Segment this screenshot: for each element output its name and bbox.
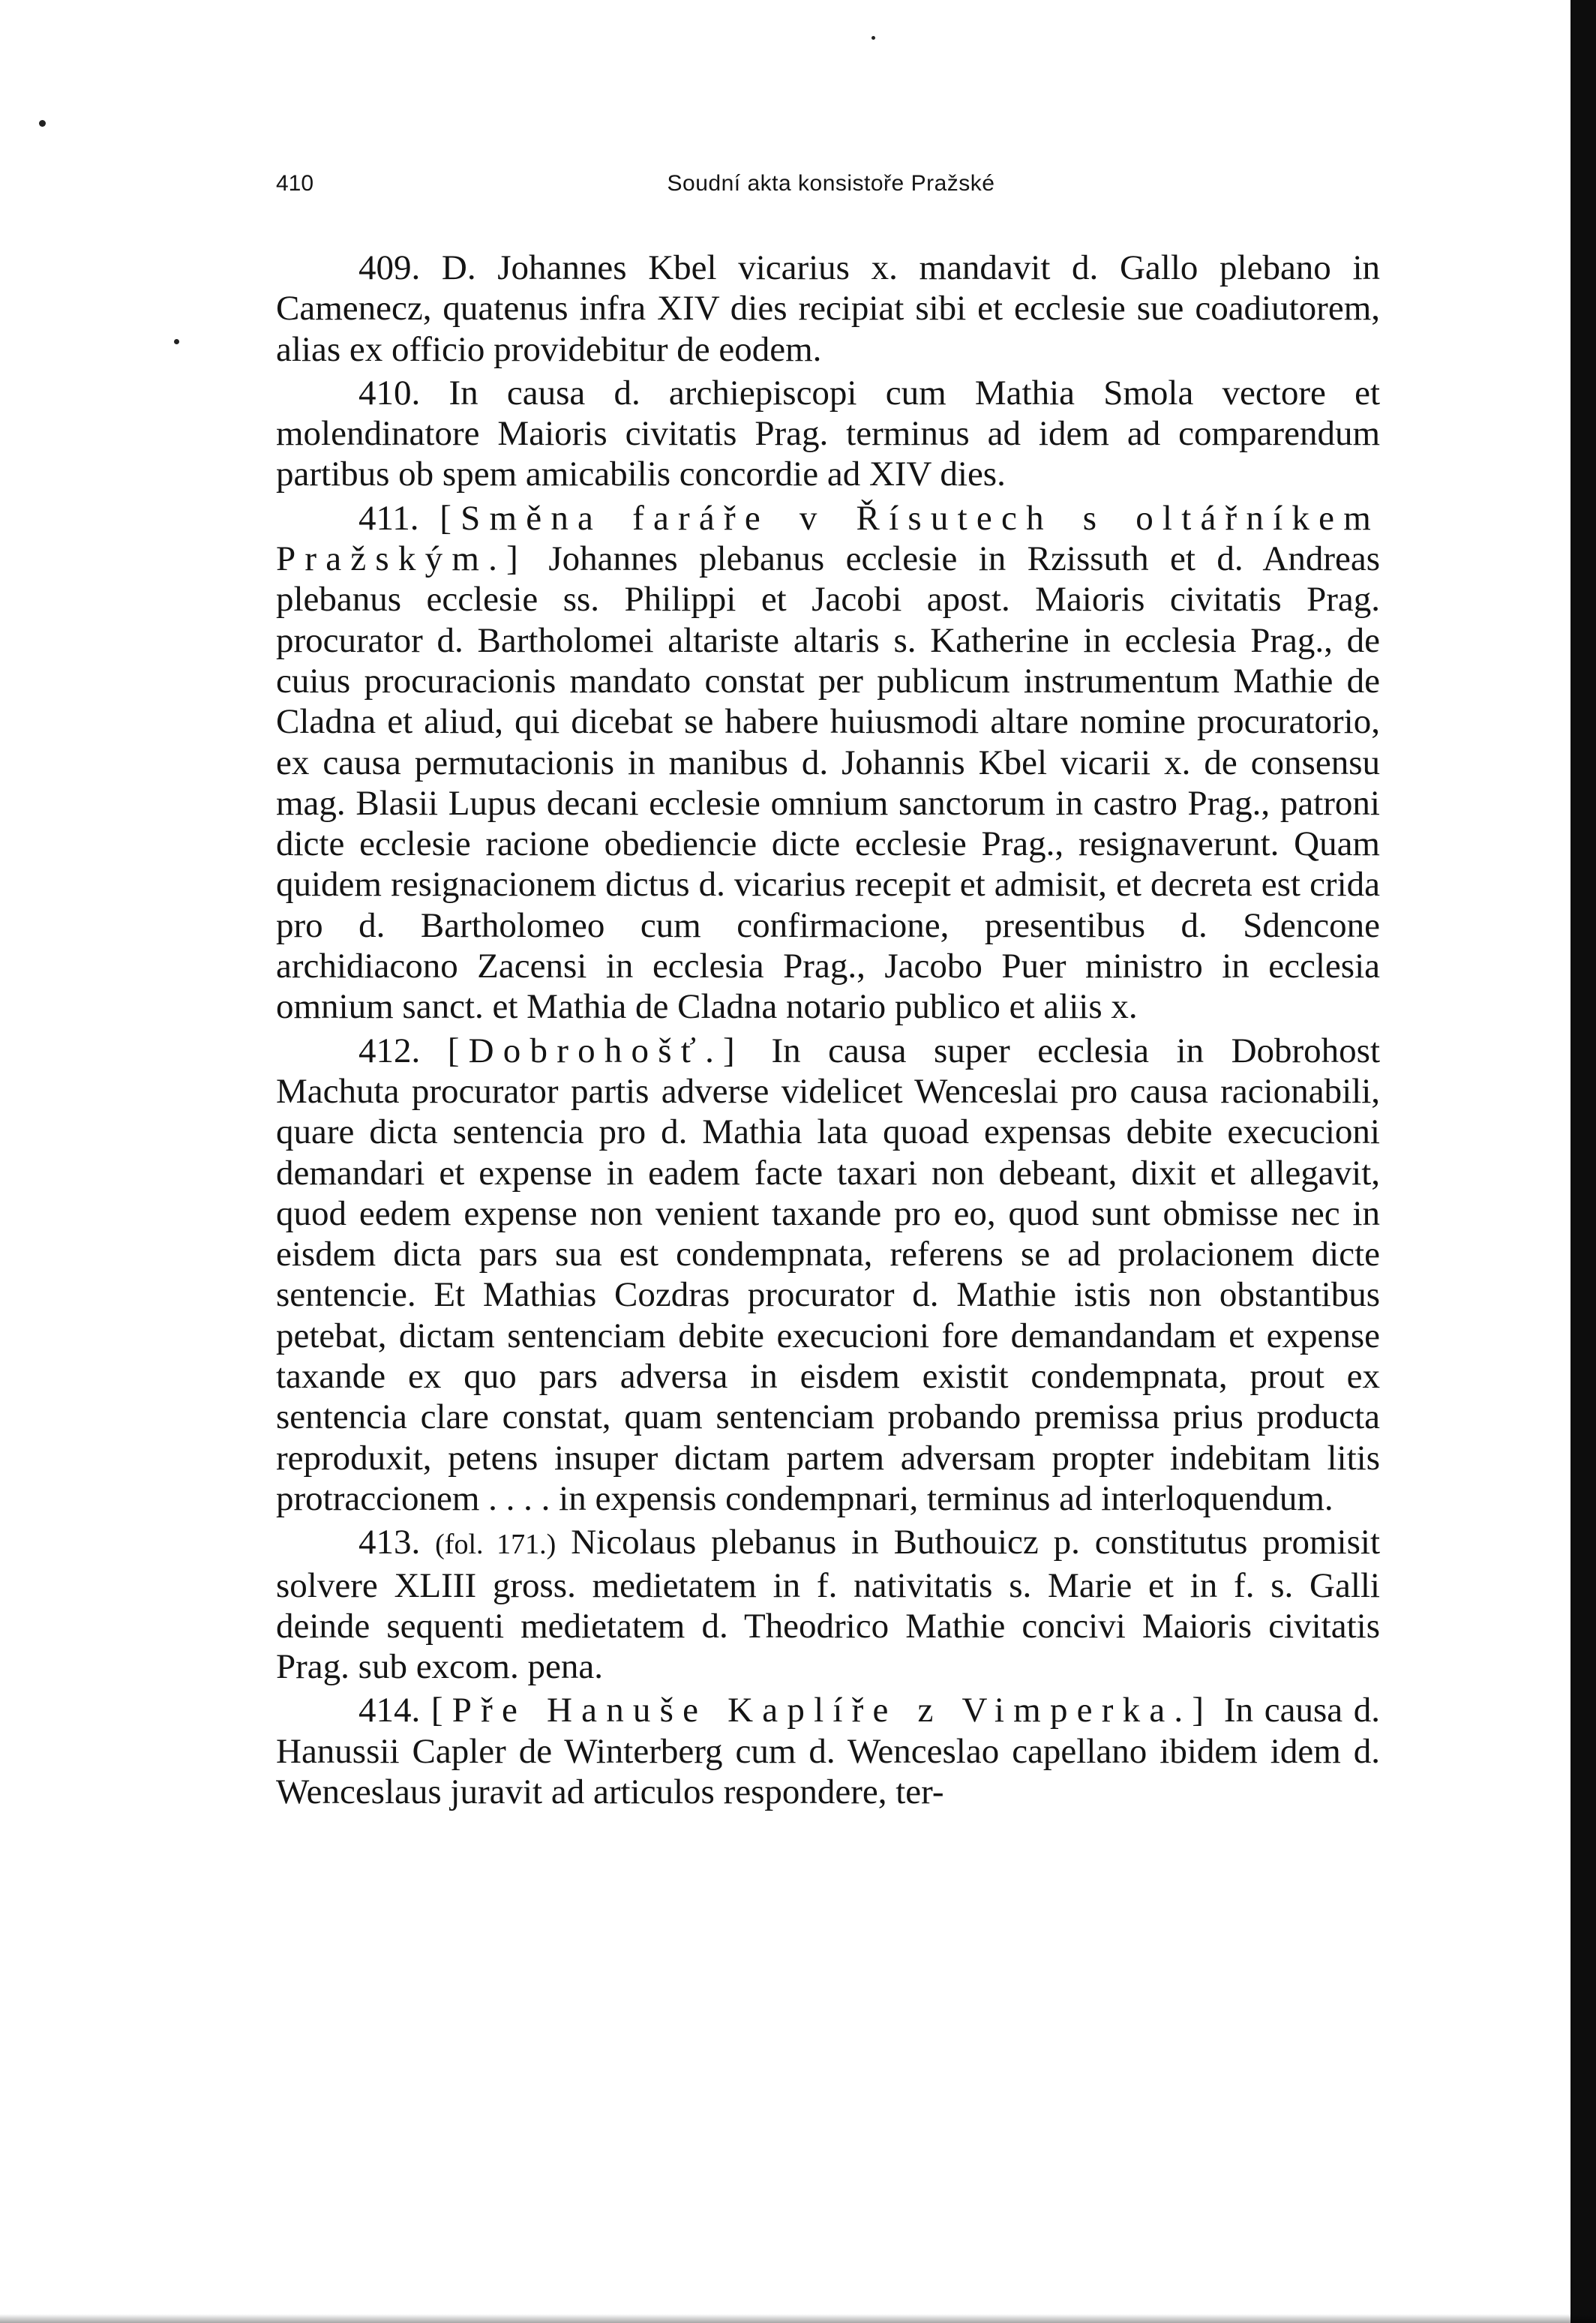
scan-speck (872, 36, 875, 40)
running-title: Soudní akta konsistoře Pražské (667, 171, 995, 196)
entry-heading: [Pře Hanuše Kaplíře z Vimperka.] (430, 1691, 1214, 1730)
entry-text: In causa super ecclesia in Dobrohost Machuta procurator partis adverse videlicet Wenceslai pro causa racionabili, quare dicta sentencia pro d. Mathia lata quoad expensas debite execucioni demandari et expense in eadem facte taxari non debeant, dixit et allegavit, quod eedem expense non venient taxande pro eo, quod sunt obmisse nec in eisdem dicta pars sua est condempnata, referens se ad prolacionem dicte sentencie. Et Mathias Cozdras procurator d. Mathie istis non obstantibus petebat, dictam sentenciam debite execucioni fore demandandam et expense taxande ex quo pars adversa in eisdem existit condempnata, prout ex sentencia clare constat, quam sentenciam probando premissa prius producta reproduxit, petens insuper dictam partem adversam propter indebitam litis protraccionem . . . . in expensis condempnari, terminus ad interloquendum. (276, 1031, 1381, 1518)
entry-text: In causa d. Hanussii Capler de Winterberg cum d. Wenceslao capellano ibidem idem d. Wenceslaus juravit ad articulos respondere, ter- (276, 1691, 1381, 1811)
entry-number: 411. (358, 498, 419, 538)
entry-412 (276, 1031, 1380, 1520)
scan-speck (39, 120, 46, 127)
entry-number: 414. (358, 1691, 421, 1730)
document-body (276, 248, 1380, 1815)
entry-number: 410. (358, 373, 421, 413)
entry-text: Nicolaus plebanus in Buthouicz p. constitutus promisit solvere XLIII gross. medietatem in f. nativitatis s. Marie et in f. s. Galli deinde sequenti medietatem d. Theodrico Mathie concivi Maioris civitatis Prag. sub excom. pena. (276, 1523, 1381, 1687)
entry-413 (276, 1522, 1380, 1687)
entry-text: In causa d. archiepiscopi cum Mathia Smola vectore et molendinatore Maioris civitatis Prag. terminus ad idem ad comparendum partibus ob spem amicabilis concordie ad XIV dies. (276, 373, 1380, 494)
entry-411 (276, 498, 1380, 1028)
scan-speck (174, 339, 179, 344)
page-header (276, 171, 1386, 209)
entry-410 (276, 373, 1380, 495)
scan-edge-right (1570, 0, 1596, 2323)
entry-heading: [Směna faráře v Řísutech s oltářníkem Pražským.] (276, 498, 1381, 579)
entry-text: Johannes plebanus ecclesie in Rzissuth et d. Andreas plebanus ecclesie ss. Philippi et Jacobi apost. Maioris civitatis Prag. procurator d. Bartholomei altariste altaris s. Katherine in ecclesia Prag., de cuius procuracionis mandato constat per publicum instrumentum Mathie de Cladna et aliud, qui dicebat se habere huiusmodi altare nomine procuratorio, ex causa permutacionis in manibus d. Johannis Kbel vicarii x. de consensu mag. Blasii Lupus decani ecclesie omnium sanctorum in castro Prag., patroni dicte ecclesie racione obediencie dicte ecclesie Prag., resignaverunt. Quam quidem resignacionem dictus d. vicarius recepit et admisit, et decreta est crida pro d. Bartholomeo cum confirmacione, presentibus d. Sdencone archidiacono Zacensi in ecclesia Prag., Jacobo Puer ministro in ecclesia omnium sanct. et Mathia de Cladna notario publico et aliis x. (276, 539, 1381, 1027)
entry-number: 412. (358, 1031, 421, 1070)
entry-number: 413. (358, 1523, 421, 1562)
entry-414 (276, 1690, 1380, 1812)
entry-number: 409. (358, 248, 421, 287)
scan-edge-bottom (0, 2314, 1596, 2323)
entry-409 (276, 248, 1380, 370)
page-number: 410 (276, 171, 314, 196)
entry-text: D. Johannes Kbel vicarius x. mandavit d. Gallo plebano in Camenecz, quatenus infra XIV dies recipiat sibi et ecclesie sue coadiutorem, alias ex officio providebitur de eodem. (276, 248, 1381, 369)
folio-reference: (fol. 171.) (435, 1529, 556, 1561)
entry-heading: [Dobrohošť.] (447, 1031, 744, 1070)
